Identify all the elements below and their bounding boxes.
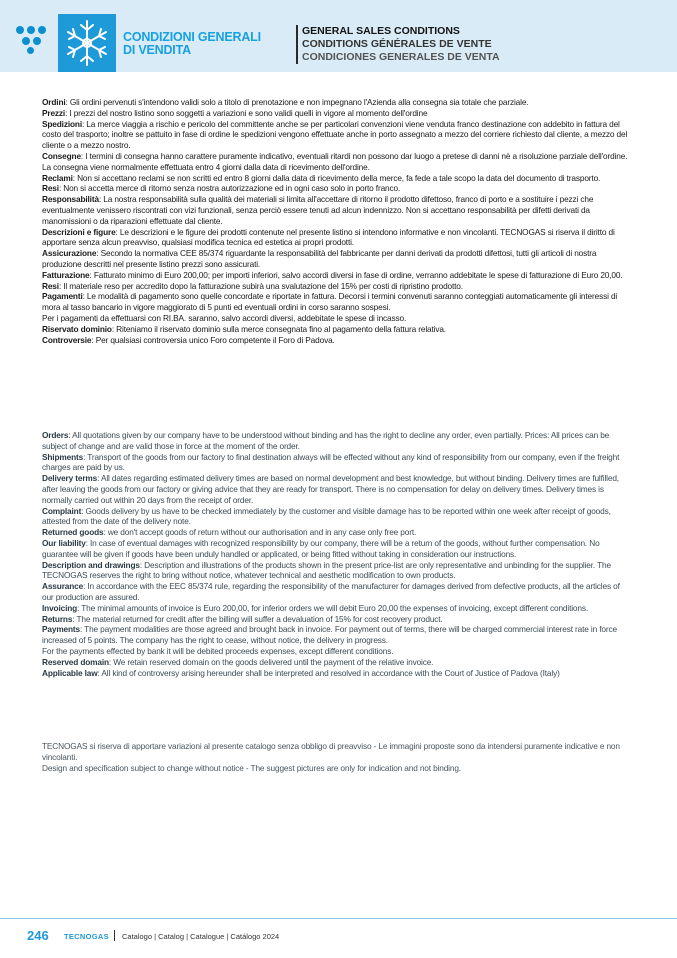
condition-term: Reserved domain (42, 656, 109, 667)
condition-term: Orders (42, 430, 69, 440)
condition-term: Description and drawings (42, 559, 140, 570)
condition-term: Resi (42, 280, 59, 291)
disclaimer-italian: TECNOGAS si riserva di apportare variazioni al presente catalogo senza obbligo di preavviso - Le immagini proposte sono da intendersi puramente indicative e non vincolanti. (42, 741, 620, 762)
condition-paragraph (42, 527, 628, 538)
condition-text: : I prezzi del nostro listino sono soggetti a variazioni e sono validi quelli in vigore al momento dell'ordine (65, 107, 428, 118)
condition-text: : The material returned for credit after the billing will suffer a devaluation of 15% for cost recovery product. (72, 613, 443, 624)
section-logo (58, 14, 116, 72)
condition-paragraph (42, 270, 628, 281)
condition-term: Applicable law (42, 667, 98, 678)
condition-term: Reclami (42, 172, 73, 183)
condition-text: : Le descrizioni e le figure dei prodotti contenute nel presente listino si intendono informative e non vincolanti. TECNOGAS si riserva il diritto di apportare senza alcun preavviso, qualsiasi modifica tecnica ed estetica ai propri prodotti. (42, 226, 615, 248)
condition-paragraph (42, 614, 628, 625)
condition-term: Payments (42, 624, 80, 635)
condition-text: : La nostra responsabilità sulla qualità dei materiali si limita all'accettare di ritorno il prodotto difettoso, franco di porto e a sostituire i pezzi che eventualmente venissero riscontrati con vizi funzionali, senza perciò essere tenuti ad alcun indennizzo. Non si accettano responsabilità per difetti derivati da manomissioni o da riparazioni effettuate dal cliente. (42, 194, 594, 226)
condition-text: For the payments effected by bank it will be debited proceeds expenses, except different conditions. (42, 645, 394, 656)
condition-paragraph (42, 151, 628, 173)
english-conditions (42, 430, 628, 678)
condition-paragraph (42, 657, 628, 668)
condition-text: : Description and illustrations of the products shown in the present price-list are only representative and unbinding for the supplier. The TECNOGAS reserves the right to bring without notice, whatever technical and aesthetic modification to own products. (42, 559, 611, 581)
condition-term: Prezzi (42, 107, 66, 118)
condition-text: : Fatturato minimo di Euro 200,00; per importi inferiori, salvo accordi diversi in fase di ordine, verranno addebitate le spese di fatturazione di Euro 20,00. (89, 269, 623, 280)
condition-paragraph (42, 646, 628, 657)
dots-logo-icon (16, 26, 50, 54)
condition-paragraph (42, 291, 628, 313)
condition-paragraph (42, 560, 628, 582)
condition-term: Descrizioni e figure (42, 226, 116, 237)
condition-text: : Le modalità di pagamento sono quelle concordate e riportate in fattura. Decorsi i termini convenuti saranno conteggiati automaticamente gli interessi di mora al tasso bancario in vigore maggiorato di 5 punti ed eventuali ordini in corso saranno sospesi. (42, 291, 618, 313)
condition-paragraph (42, 281, 628, 292)
condition-paragraph (42, 581, 628, 603)
title-spanish: CONDICIONES GENERALES DE VENTA (302, 51, 500, 63)
condition-term: Resi (42, 183, 59, 194)
italian-conditions (42, 97, 628, 345)
condition-paragraph (42, 183, 628, 194)
condition-text: Per i pagamenti da effettuarsi con RI.BA. saranno, salvo accordi diversi, addebitate le spese di incasso. (42, 312, 407, 323)
title-line-1: CONDIZIONI GENERALI (123, 30, 261, 44)
condition-paragraph (42, 119, 628, 151)
title-line-2: DI VENDITA (123, 43, 191, 57)
condition-text: : In case of eventual damages with recognized responsibility by our company, there will be a return of the goods, without further compensation. No guarantee will be given if goods have been unduly handled or applicated, or being fitted without taking in consideration our instructions. (42, 537, 600, 559)
page-title-translations (296, 25, 500, 64)
title-english: GENERAL SALES CONDITIONS (302, 25, 460, 37)
condition-term: Returned goods (42, 527, 104, 538)
condition-text: : All quotations given by our company have to be understood without binding and has the right to decline any order, even partially. Prices: All prices can be subject of change and are valid those in force at the moment of the order. (42, 430, 610, 451)
condition-text: : The minimal amounts of invoice is Euro 200,00, for inferior orders we will debit Euro 20,00 the expenses of invoicing, except different conditions. (77, 602, 589, 613)
condition-paragraph (42, 603, 628, 614)
condition-term: Delivery terms (42, 473, 98, 484)
condition-paragraph (42, 624, 628, 646)
condition-term: Shipments (42, 451, 84, 462)
condition-paragraph (42, 452, 628, 474)
condition-term: Riservato dominio (42, 323, 112, 334)
condition-text: : Non si accettano reclami se non scritti ed entro 8 giorni dalla data di ricevimento della merce, fa fede a tale scopo la data del documento di trasporto. (72, 172, 601, 183)
condition-term: Assicurazione (42, 248, 97, 259)
condition-term: Spedizioni (42, 118, 82, 129)
condition-text: : Transport of the goods from our factory to final destination always will be effected without any kind of responsibility from our company, even if the freight charges are paid by us. (42, 451, 620, 473)
brand-name: TECNOGAS (64, 932, 109, 941)
page-title-italian (123, 31, 261, 57)
condition-paragraph (42, 430, 628, 452)
condition-text: : Per qualsiasi controversia unico Foro competente il Foro di Padova. (91, 334, 335, 345)
condition-term: Fatturazione (42, 269, 90, 280)
condition-paragraph (42, 173, 628, 184)
page-number: 246 (27, 928, 49, 943)
title-french: CONDITIONS GÉNÉRALES DE VENTE (302, 38, 492, 50)
condition-term: Responsabilità (42, 194, 99, 205)
condition-term: Consegne (42, 150, 81, 161)
condition-term: Our liability (42, 537, 86, 548)
condition-text: : I termini di consegna hanno carattere puramente indicativo, eventuali ritardi non possono dar luogo a pretese di danni nè a risoluzione parziale dell'ordine. La consegna viene normalmente effettuata entro 4 giorni dalla data di ricevimento dell'ordine. (42, 150, 628, 172)
condition-paragraph (42, 248, 628, 270)
condition-paragraph (42, 538, 628, 560)
condition-term: Complaint (42, 505, 82, 516)
footer-separator (114, 930, 115, 941)
condition-text: : The payment modalities are those agreed and brought back in invoice. For payment out of terms, there will be charged commercial interest rate in force increased of 5 points. The company has the right to cease, without notice, the delivery in progress. (42, 624, 617, 646)
condition-term: Invoicing (42, 602, 78, 613)
condition-text: : All kind of controversy arising hereunder shall be interpreted and resolved in accordance with the Court of Justice of Padova (Italy) (97, 667, 560, 678)
condition-text: : Riteniamo il riservato dominio sulla merce consegnata fino al pagamento della fattura relativa. (111, 323, 446, 334)
condition-term: Controversie (42, 334, 92, 345)
condition-text: : Goods delivery by us have to be checked immediately by the customer and visible damage has to be reported within one week after receipt of goods, attested from the date of the delivery note. (42, 505, 611, 527)
condition-paragraph (42, 108, 628, 119)
condition-paragraph (42, 668, 628, 679)
condition-text: : Non si accetta merce di ritorno senza nostra autorizzazione ed in ogni caso solo in porto franco. (58, 183, 401, 194)
catalog-label: Catalogo | Catalog | Catalogue | Catálogo 2024 (122, 932, 280, 941)
condition-paragraph (42, 313, 628, 324)
condition-paragraph (42, 97, 628, 108)
condition-paragraph (42, 324, 628, 335)
snowflake-icon (62, 17, 112, 69)
disclaimer (42, 741, 628, 773)
condition-text: : All dates regarding estimated delivery times are based on normal development and best knowledge, but without binding. Delivery times are fulfilled, after leaving the goods from our factory or giving advice that they are ready for transport. There is no compensation for delay on delivery times. Delivery times is normally carried out within 20 days from the receipt of order. (42, 473, 619, 505)
condition-paragraph (42, 194, 628, 226)
condition-term: Ordini (42, 97, 66, 107)
condition-paragraph (42, 506, 628, 528)
condition-paragraph (42, 473, 628, 505)
condition-text: : Il materiale reso per accredito dopo la fatturazione subirà una svalutazione del 15% per costi di ripristino prodotto. (58, 280, 463, 291)
condition-text: : La merce viaggia a rischio e pericolo del committente anche se per particolari convenzioni viene venduta franco destinazione con addebito in fattura del costo del trasporto; inoltre se pattuito in fase di ordine le spedizioni vengono effettuate anche in porto assegnato a mezzo del corriere richiesto dal cliente, a mezzo del cliente o a mezzo nostro. (42, 118, 628, 151)
condition-text: : Secondo la normativa CEE 85/374 riguardante la responsabilità del fabbricante per danni derivati da prodotti difettosi, tutti gli articoli di nostra produzione descritti nel presente listino prezzi sono assicurati. (42, 248, 597, 269)
condition-text: : we don't accept goods of return without our authorisation and in any case only free port. (103, 527, 417, 538)
disclaimer-english: Design and specification subject to change without notice - The suggest pictures are only for indication and not binding. (42, 762, 461, 773)
condition-paragraph (42, 227, 628, 249)
footer-divider (0, 918, 677, 919)
condition-term: Assurance (42, 581, 84, 592)
condition-text: : We retain reserved domain on the goods delivered until the payment of the relative invoice. (108, 656, 434, 667)
condition-term: Returns (42, 613, 73, 624)
condition-term: Pagamenti (42, 291, 83, 302)
condition-text: : Gli ordini pervenuti s'intendono validi solo a titolo di prenotazione e non impegnano l'Azienda alla consegna sia totale che parziale. (65, 97, 529, 107)
condition-paragraph (42, 335, 628, 346)
condition-text: : In accordance with the EEC 85/374 rule, regarding the responsibility of the manufacturer for damages derived from defective products, all the articles of our production are assured. (42, 581, 620, 602)
